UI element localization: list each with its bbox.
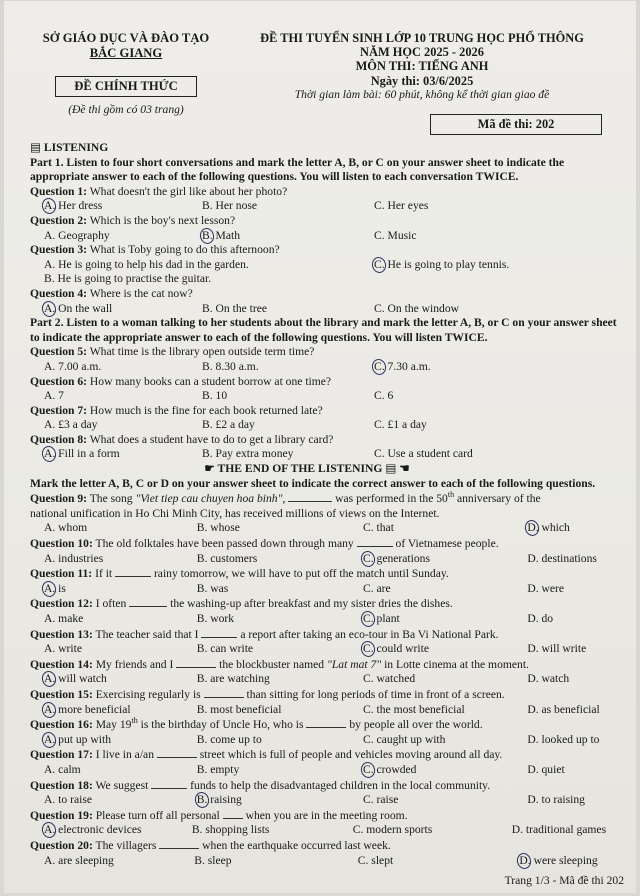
- header-left: [36, 31, 216, 117]
- options-q2: [30, 229, 624, 244]
- question-7: Question 7: How much is the fine for each book returned late?: [30, 403, 323, 417]
- option-d[interactable]: D. destinations: [527, 551, 597, 565]
- options-q5: [30, 360, 624, 375]
- question-15: Question 15: Exercising regularly is than sitting for long periods of time in front of a screen.: [30, 687, 505, 701]
- answer-blank: [288, 491, 332, 502]
- option-c[interactable]: C. 7.30 a.m.: [374, 360, 544, 375]
- option-c[interactable]: C. generations: [363, 552, 527, 567]
- option-b[interactable]: B. can write: [196, 642, 254, 656]
- answer-blank: [306, 717, 346, 728]
- question-19: Question 19: Please turn off all personal when you are in the meeting room.: [30, 808, 408, 822]
- option-c[interactable]: C. Her eyes: [374, 199, 429, 213]
- official-badge: ĐỀ CHÍNH THỨC: [55, 76, 197, 97]
- option-a[interactable]: A. write: [44, 642, 82, 656]
- option-a[interactable]: A. Geography: [44, 228, 110, 242]
- question-9-cont: national unification in Ho Chi Minh City, has received millions of views on the Internet.: [30, 506, 440, 520]
- option-a[interactable]: A. are sleeping: [44, 853, 114, 867]
- options-q12: [30, 612, 624, 627]
- option-b[interactable]: B. 8.30 a.m.: [202, 359, 259, 373]
- option-b[interactable]: B. Her nose: [202, 199, 258, 213]
- options-q8: [30, 447, 624, 462]
- question-13: Question 13: The teacher said that I a report after taking an eco-tour in Ba Vi National Park.: [30, 627, 499, 641]
- option-b[interactable]: B. On the tree: [202, 301, 268, 315]
- option-a[interactable]: A. 7: [44, 389, 64, 403]
- pointing-hand-icon: ☚: [399, 462, 410, 476]
- option-a[interactable]: A. to raise: [44, 793, 92, 807]
- option-b[interactable]: B. £2 a day: [202, 418, 255, 432]
- option-a[interactable]: A. Her dress: [30, 199, 202, 214]
- options-q4: [30, 302, 624, 317]
- option-d[interactable]: D. which: [527, 521, 624, 536]
- question-9: Question 9: The song "Viet tiep cau chuyen hoa binh", was performed in the 50th anniversary of the: [30, 490, 541, 506]
- exam-title: ĐỀ THI TUYỂN SINH LỚP 10 TRUNG HỌC PHỔ THÔNG: [260, 31, 584, 45]
- cassette-icon: ▤: [30, 141, 41, 154]
- option-c[interactable]: C. slept: [357, 853, 394, 867]
- option-a[interactable]: A. whom: [44, 521, 88, 535]
- option-b[interactable]: B. most beneficial: [196, 702, 282, 716]
- answer-blank: [223, 808, 243, 819]
- option-c[interactable]: C. Use a student card: [374, 447, 473, 461]
- options-q16: [30, 733, 624, 748]
- province-name: BẮC GIANG: [89, 45, 163, 60]
- option-d[interactable]: D. were sleeping: [519, 854, 624, 869]
- question-8: Question 8: What does a student have to do to get a library card?: [30, 432, 334, 446]
- option-b[interactable]: B. whose: [196, 521, 240, 535]
- cassette-icon: ▤: [385, 462, 397, 476]
- exam-code: Mã đề thi: 202: [430, 114, 602, 135]
- answer-blank: [115, 566, 151, 577]
- option-a[interactable]: A. He is going to help his dad in the garden.: [44, 257, 249, 271]
- options-q13: [30, 642, 624, 657]
- option-d[interactable]: D. looked up to: [527, 732, 600, 746]
- answer-blank: [129, 596, 167, 607]
- options-q3: [30, 258, 624, 273]
- option-c[interactable]: C. could write: [363, 642, 527, 657]
- header-right: [242, 31, 602, 102]
- option-a[interactable]: A. more beneficial: [30, 703, 197, 718]
- answer-blank: [201, 627, 237, 638]
- option-a[interactable]: A. Fill in a form: [30, 447, 202, 462]
- option-a[interactable]: A. industries: [44, 551, 104, 565]
- option-a[interactable]: A. 7.00 a.m.: [44, 359, 102, 373]
- question-1: Question 1: What doesn't the girl like about her photo?: [30, 184, 288, 198]
- option-a[interactable]: A. calm: [44, 762, 81, 776]
- answer-blank: [157, 747, 197, 758]
- option-b[interactable]: B. empty: [196, 762, 240, 776]
- options-q1: [30, 199, 624, 214]
- option-d[interactable]: D. were: [527, 581, 565, 595]
- answer-blank: [151, 778, 187, 789]
- option-a[interactable]: A. electronic devices: [30, 823, 192, 838]
- option-d[interactable]: D. will write: [527, 642, 587, 656]
- option-c[interactable]: C. Music: [374, 228, 417, 242]
- question-12: Question 12: I often the washing-up after breakfast and my sister dries the dishes.: [30, 597, 453, 611]
- options-q10: [30, 552, 624, 567]
- option-c[interactable]: C. caught up with: [363, 732, 446, 746]
- option-c[interactable]: C. are: [363, 581, 391, 595]
- question-3: Question 3: What is Toby going to do this afternoon?: [30, 243, 280, 257]
- option-c[interactable]: C. On the window: [374, 301, 460, 315]
- option-c[interactable]: C. modern sports: [352, 823, 433, 837]
- exam-duration: Thời gian làm bài: 60 phút, không kể thời gian giao đề: [294, 87, 550, 101]
- listening-heading: ▤ LISTENING: [30, 141, 109, 154]
- option-c[interactable]: C. raise: [363, 793, 399, 807]
- question-16: Question 16: May 19th is the birthday of Uncle Ho, who is by people all over the world.: [30, 716, 483, 732]
- pages-note: (Đề thi gồm có 03 trang): [68, 102, 184, 116]
- option-a[interactable]: A. will watch: [30, 672, 197, 687]
- option-b[interactable]: B. are watching: [196, 672, 270, 686]
- option-c[interactable]: C. crowded: [363, 763, 527, 778]
- answer-blank: [204, 687, 244, 698]
- option-c[interactable]: C. that: [363, 521, 394, 535]
- option-b[interactable]: B. come up to: [196, 732, 262, 746]
- answer-blank: [176, 657, 216, 668]
- option-a[interactable]: A. On the wall: [30, 302, 202, 317]
- pointing-hand-icon: ☛: [204, 462, 215, 476]
- option-b[interactable]: B. customers: [196, 551, 258, 565]
- options-q19: [30, 823, 624, 838]
- option-d[interactable]: D. watch: [527, 672, 570, 686]
- option-c[interactable]: C. He is going to play tennis.: [374, 258, 594, 273]
- option-b[interactable]: B. shopping lists: [191, 823, 270, 837]
- options-q9: [30, 521, 624, 536]
- question-6: Question 6: How many books can a student borrow at one time?: [30, 374, 332, 388]
- question-4: Question 4: Where is the cat now?: [30, 286, 193, 300]
- option-a[interactable]: A. £3 a day: [44, 418, 98, 432]
- option-d[interactable]: D. quiet: [527, 762, 565, 776]
- question-20: Question 20: The villagers when the earthquake occurred last week.: [30, 838, 391, 852]
- reading-instruction: Mark the letter A, B, C or D on your answer sheet to indicate the correct answer to each of the following questions.: [30, 476, 596, 490]
- exam-header: [30, 31, 624, 141]
- options-q11: [30, 582, 624, 597]
- option-d[interactable]: D. traditional games: [511, 823, 607, 837]
- question-18: Question 18: We suggest funds to help the disadvantaged children in the local community.: [30, 778, 491, 792]
- department-name: SỞ GIÁO DỤC VÀ ĐÀO TẠO: [42, 31, 210, 45]
- option-c[interactable]: C. plant: [363, 612, 527, 627]
- option-d[interactable]: D. as beneficial: [527, 702, 600, 716]
- option-b[interactable]: B. work: [196, 612, 235, 625]
- option-b[interactable]: B. raising: [197, 793, 363, 808]
- school-year: NĂM HỌC 2025 - 2026: [360, 45, 484, 60]
- options-q6: [30, 389, 624, 404]
- option-b[interactable]: B. sleep: [194, 853, 232, 867]
- question-2: Question 2: Which is the boy's next lesson?: [30, 213, 236, 227]
- option-a[interactable]: A. put up with: [30, 733, 197, 748]
- answer-blank: [357, 536, 393, 547]
- option-b[interactable]: B. Pay extra money: [202, 447, 294, 461]
- options-q7: [30, 418, 624, 433]
- options-q15: [30, 703, 624, 718]
- option-b[interactable]: B. 10: [202, 389, 228, 403]
- subject: MÔN THI: TIẾNG ANH: [355, 59, 489, 74]
- option-b[interactable]: B. was: [196, 581, 229, 595]
- part2-instruction: Part 2. Listen to a woman talking to her students about the library and mark the letter A, B, or C on your answer sheet to indicate the appropriate answer to each of the following questions. You will listen TWICE.: [30, 316, 617, 344]
- option-a[interactable]: A. make: [44, 612, 84, 625]
- answer-blank: [159, 838, 199, 849]
- option-b[interactable]: B. He is going to practise the guitar.: [44, 272, 212, 286]
- page-footer: Trang 1/3 - Mã đề thi 202: [504, 874, 624, 888]
- question-17: Question 17: I live in a/an street which is full of people and vehicles moving around all day.: [30, 748, 503, 762]
- exam-page: [4, 1, 636, 893]
- question-10: Question 10: The old folktales have been passed down through many of Vietnamese people.: [30, 537, 499, 551]
- options-q14: [30, 672, 624, 687]
- option-d[interactable]: D. do: [527, 612, 554, 625]
- end-of-listening: ☛ THE END OF THE LISTENING ▤ ☚: [204, 462, 410, 476]
- options-q20: [30, 854, 624, 869]
- option-b[interactable]: B. Math: [202, 229, 374, 244]
- option-d[interactable]: D. to raising: [527, 793, 585, 807]
- exam-date: Ngày thi: 03/6/2025: [370, 73, 474, 88]
- options-q18: [30, 793, 624, 808]
- question-14: Question 14: My friends and I the blockbuster named "Lat mat 7" in Lotte cinema at the moment.: [30, 657, 529, 671]
- option-c[interactable]: C. watched: [363, 672, 416, 686]
- option-c[interactable]: C. 6: [374, 389, 394, 403]
- option-a[interactable]: A. is: [30, 582, 197, 597]
- part1-instruction: Part 1. Listen to four short conversations and mark the letter A, B, or C on your answer sheet to indicate the appropriate answer to each of the following questions. You will listen to each conversation TWICE.: [30, 155, 565, 184]
- question-11: Question 11: If it rainy tomorrow, we will have to put off the match until Sunday.: [30, 567, 449, 581]
- question-5: Question 5: What time is the library open outside term time?: [30, 345, 315, 359]
- options-q3-b: [30, 272, 624, 287]
- option-c[interactable]: C. the most beneficial: [363, 702, 465, 716]
- option-c[interactable]: C. £1 a day: [374, 418, 427, 432]
- options-q17: [30, 763, 624, 778]
